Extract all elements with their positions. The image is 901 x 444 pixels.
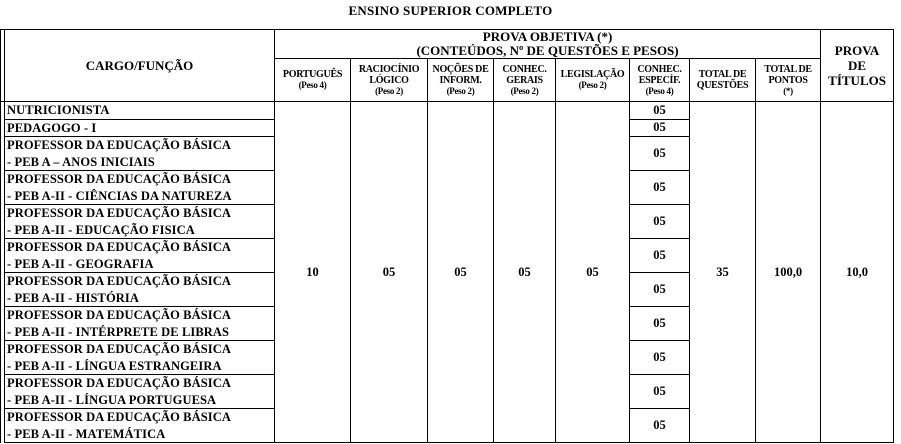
header-prova-objetiva <box>275 30 821 59</box>
header-prova-objetiva-line2: (CONTEÚDOS, Nº DE QUESTÕES E PESOS) <box>416 43 679 58</box>
value-nocoes: 05 <box>428 102 494 443</box>
header-nocoes-informatica-label: NOÇÕES DE <box>432 63 489 75</box>
header-total-pontos-label2: PONTOS <box>768 74 808 86</box>
value-especificos: 05 <box>630 102 690 120</box>
value-portugues: 10 <box>275 102 351 443</box>
header-prova-titulos-line2: DE <box>848 58 867 73</box>
exam-table <box>0 29 894 443</box>
header-legislacao-peso: (Peso 2) <box>578 80 607 90</box>
cargo-line1: PROFESSOR DA EDUCAÇÃO BÁSICA <box>7 206 232 220</box>
header-nocoes-informatica-peso: (Peso 2) <box>446 85 475 96</box>
document-title: ENSINO SUPERIOR COMPLETO <box>348 3 553 18</box>
cargo-line1: PROFESSOR DA EDUCAÇÃO BÁSICA <box>7 308 232 322</box>
header-total-questoes <box>690 59 756 102</box>
cargo-line1: PROFESSOR DA EDUCAÇÃO BÁSICA <box>7 240 232 254</box>
header-conhecimentos-especificos <box>630 59 690 102</box>
header-conhecimentos-gerais-label2: GERAIS <box>506 74 543 86</box>
header-total-pontos <box>756 59 821 102</box>
header-raciocinio-logico-peso: (Peso 2) <box>375 85 403 96</box>
cargo-cell <box>5 137 275 171</box>
header-nocoes-informatica-label2: INFORM. <box>439 74 482 86</box>
header-portugues-peso: (Peso 4) <box>298 80 327 90</box>
header-total-questoes-label: TOTAL DE <box>698 69 747 80</box>
cargo-line2: - PEB A-II - MATEMÁTICA <box>7 426 166 441</box>
header-conhecimentos-especificos-label2: ESPECÍF. <box>638 74 681 86</box>
value-raciocinio: 05 <box>351 102 428 443</box>
header-prova-objetiva-line1: PROVA OBJETIVA (*) <box>482 29 613 44</box>
value-especificos: 05 <box>630 119 690 137</box>
cargo-line2: - PEB A-II - INTÉRPRETE DE LIBRAS <box>7 324 230 339</box>
header-raciocinio-logico-label2: LÓGICO <box>369 74 409 86</box>
cargo-line1: PEDAGOGO - I <box>7 120 97 135</box>
cargo-line1: PROFESSOR DA EDUCAÇÃO BÁSICA <box>7 138 232 152</box>
cargo-cell <box>5 409 275 443</box>
cargo-cell <box>5 119 275 137</box>
cargo-cell <box>5 307 275 341</box>
cargo-line2: - PEB A-II - GEOGRAFIA <box>7 256 154 271</box>
cargo-line1: PROFESSOR DA EDUCAÇÃO BÁSICA <box>7 172 232 186</box>
value-especificos: 05 <box>630 307 690 341</box>
cargo-line1: NUTRICIONISTA <box>7 103 110 117</box>
cargo-line2: - PEB A-II - CIÊNCIAS DA NATUREZA <box>7 188 232 203</box>
cargo-line1: PROFESSOR DA EDUCAÇÃO BÁSICA <box>7 376 232 390</box>
header-conhecimentos-gerais-peso: (Peso 2) <box>510 85 539 96</box>
value-especificos: 05 <box>630 171 690 205</box>
header-conhecimentos-especificos-label: CONHEC. <box>637 63 682 75</box>
cargo-line2: - PEB A-II - LÍNGUA PORTUGUESA <box>7 392 217 407</box>
header-total-pontos-label: TOTAL DE <box>764 63 812 75</box>
value-especificos: 05 <box>630 409 690 443</box>
value-total-questoes: 35 <box>690 102 756 443</box>
header-legislacao <box>556 59 630 102</box>
cargo-cell <box>5 341 275 375</box>
value-especificos: 05 <box>630 205 690 239</box>
header-prova-titulos-line3: TÍTULOS <box>828 73 886 88</box>
cargo-line1: PROFESSOR DA EDUCAÇÃO BÁSICA <box>7 274 232 288</box>
cargo-line2: - PEB A-II - LÍNGUA ESTRANGEIRA <box>7 358 222 373</box>
header-prova-titulos <box>821 30 894 102</box>
header-conhecimentos-especificos-peso: (Peso 4) <box>645 85 674 96</box>
value-especificos: 05 <box>630 137 690 171</box>
header-prova-titulos-line1: PROVA <box>834 43 880 58</box>
cargo-line1: PROFESSOR DA EDUCAÇÃO BÁSICA <box>7 342 232 356</box>
cargo-line2: - PEB A-II - HISTÓRIA <box>7 290 139 305</box>
header-nocoes-informatica <box>428 59 494 102</box>
cargo-cell <box>5 102 275 120</box>
header-raciocinio-logico-label: RACIOCÍNIO <box>358 63 420 75</box>
table-body <box>1 102 894 443</box>
header-cargo: CARGO/FUNÇÃO <box>5 30 275 102</box>
value-especificos: 05 <box>630 273 690 307</box>
cargo-cell <box>5 171 275 205</box>
header-portugues <box>275 59 351 102</box>
value-titulos: 10,0 <box>821 102 894 443</box>
cargo-line2: - PEB A-II - EDUCAÇÃO FISICA <box>7 222 195 237</box>
header-raciocinio-logico <box>351 59 428 102</box>
table-row <box>1 102 894 120</box>
header-portugues-label: PORTUGUÊS <box>282 69 343 80</box>
value-total-pontos: 100,0 <box>756 102 821 443</box>
cargo-cell <box>5 273 275 307</box>
header-conhecimentos-gerais <box>494 59 556 102</box>
value-especificos: 05 <box>630 341 690 375</box>
value-especificos: 05 <box>630 375 690 409</box>
cargo-cell <box>5 375 275 409</box>
header-total-questoes-label2: QUESTÕES <box>696 80 749 91</box>
header-total-pontos-peso: (*) <box>783 85 793 96</box>
value-legislacao: 05 <box>556 102 630 443</box>
cargo-cell <box>5 205 275 239</box>
cargo-cell <box>5 239 275 273</box>
header-legislacao-label: LEGISLAÇÃO <box>560 69 625 80</box>
cargo-line2: - PEB A – ANOS INICIAIS <box>7 154 155 169</box>
value-especificos: 05 <box>630 239 690 273</box>
cargo-line1: PROFESSOR DA EDUCAÇÃO BÁSICA <box>7 410 232 424</box>
value-gerais: 05 <box>494 102 556 443</box>
header-conhecimentos-gerais-label: CONHEC. <box>502 63 547 75</box>
